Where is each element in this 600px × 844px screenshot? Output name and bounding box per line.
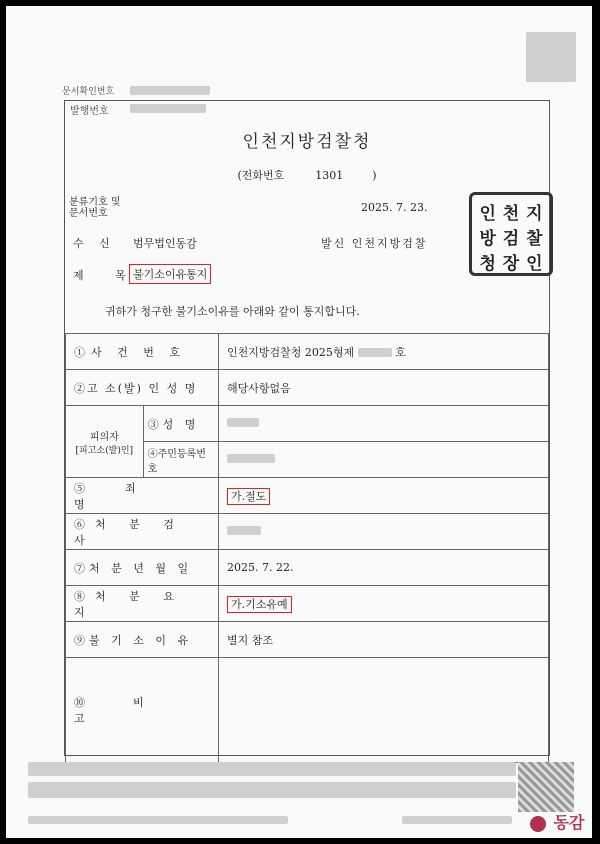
disp-gist-label: ⑧처 분 요 지: [66, 586, 219, 622]
document-page: [6, 6, 592, 838]
seal-char: 검: [502, 229, 520, 249]
seal-char: 방: [479, 229, 496, 249]
intro-text: 귀하가 청구한 불기소이유를 아래와 같이 통지합니다.: [105, 305, 360, 318]
doc-date: 2025. 7. 23.: [361, 201, 428, 214]
case-value: 인천지방검찰청 2025형제: [227, 345, 355, 359]
seal-char: 장: [502, 254, 520, 274]
seal-char: 지: [526, 204, 543, 224]
qr-code-icon: [518, 762, 574, 812]
table-row: [66, 622, 549, 658]
reason-label: ⑨불 기 소 이 유: [66, 622, 219, 658]
notice-table: [65, 333, 549, 763]
note-value: [219, 658, 549, 763]
phone-label: (전화번호: [237, 169, 285, 182]
logo-text: 동감: [553, 813, 585, 832]
logo-mark-icon: [530, 816, 546, 832]
seal-char: 인: [479, 204, 496, 224]
case-label: ①사 건 번 호: [66, 334, 219, 370]
redacted-footer-small: [402, 816, 512, 824]
suspect-label: 피의자: [89, 431, 119, 443]
recipient-label: 수 신: [73, 237, 116, 250]
case-cell: [219, 334, 549, 370]
recipient-value: 범무법인동감: [133, 237, 197, 250]
table-row: [66, 586, 549, 622]
table-row: [66, 514, 549, 550]
disp-date-label: ⑦처 분 년 월 일: [66, 550, 219, 586]
table-row: [66, 406, 549, 442]
suspect-sub: [피고소(발)인]: [75, 445, 134, 456]
resid-cell: [219, 442, 549, 478]
table-row: [66, 334, 549, 370]
crime-cell: [219, 478, 549, 514]
redacted-name: [227, 418, 259, 427]
name-cell: [219, 406, 549, 442]
issue-label: 발행번호: [70, 106, 109, 117]
reason-value: 별지 참조: [219, 622, 549, 658]
docnum-line: 문서번호: [69, 208, 108, 219]
disp-gist-value: 가.기소유예: [227, 596, 292, 613]
phone-line: [65, 167, 549, 183]
prosecutor-label: ⑥처 분 검 사: [66, 514, 219, 550]
complainant-value: 해당사항없음: [219, 370, 549, 406]
official-seal: [469, 192, 553, 276]
seal-char: 청: [479, 254, 496, 274]
suspect-cell: [66, 406, 144, 478]
brand-logo: [530, 810, 585, 833]
page-title: 인천지방검찰청: [242, 132, 372, 152]
complainant-label: ②고 소(발) 인 성 명: [66, 370, 219, 406]
redacted-prosecutor: [227, 526, 261, 535]
table-row: [66, 370, 549, 406]
note-label: ⑩비 고: [66, 658, 219, 763]
classify-label: [69, 197, 120, 219]
disp-date-value: 2025. 7. 22.: [219, 550, 549, 586]
redacted-case-number: [358, 348, 392, 357]
redacted-block: [526, 32, 576, 82]
prosecutor-cell: [219, 514, 549, 550]
case-suffix: 호: [395, 345, 406, 359]
subject-label: 제 목: [73, 269, 140, 282]
crime-label: ⑤죄 명: [66, 478, 219, 514]
redacted-footer-line: [28, 762, 516, 776]
redacted-confirm-number: [130, 86, 210, 95]
sender: 발신 인천지방검찰: [321, 237, 428, 250]
seal-char: 인: [526, 254, 543, 274]
doc-confirm-label: 문서확인번호: [62, 87, 115, 97]
redacted-resid: [227, 454, 275, 463]
classify-line: 분류기호 및: [69, 197, 121, 208]
subject-value: 불기소이유통지: [129, 264, 211, 284]
name-label: ③성 명: [143, 406, 218, 442]
crime-value: 가.절도: [227, 488, 270, 505]
table-row: [66, 550, 549, 586]
seal-char: 찰: [526, 229, 543, 249]
table-row: [66, 478, 549, 514]
redacted-footer-small: [28, 816, 288, 824]
table-row: [66, 658, 549, 763]
phone-close: ): [372, 169, 377, 182]
resid-label: ④주민등록번호: [143, 442, 218, 478]
phone-number: 1301: [315, 169, 344, 182]
disp-gist-cell: [219, 586, 549, 622]
seal-char: 천: [502, 204, 520, 224]
redacted-footer-line: [28, 782, 516, 798]
